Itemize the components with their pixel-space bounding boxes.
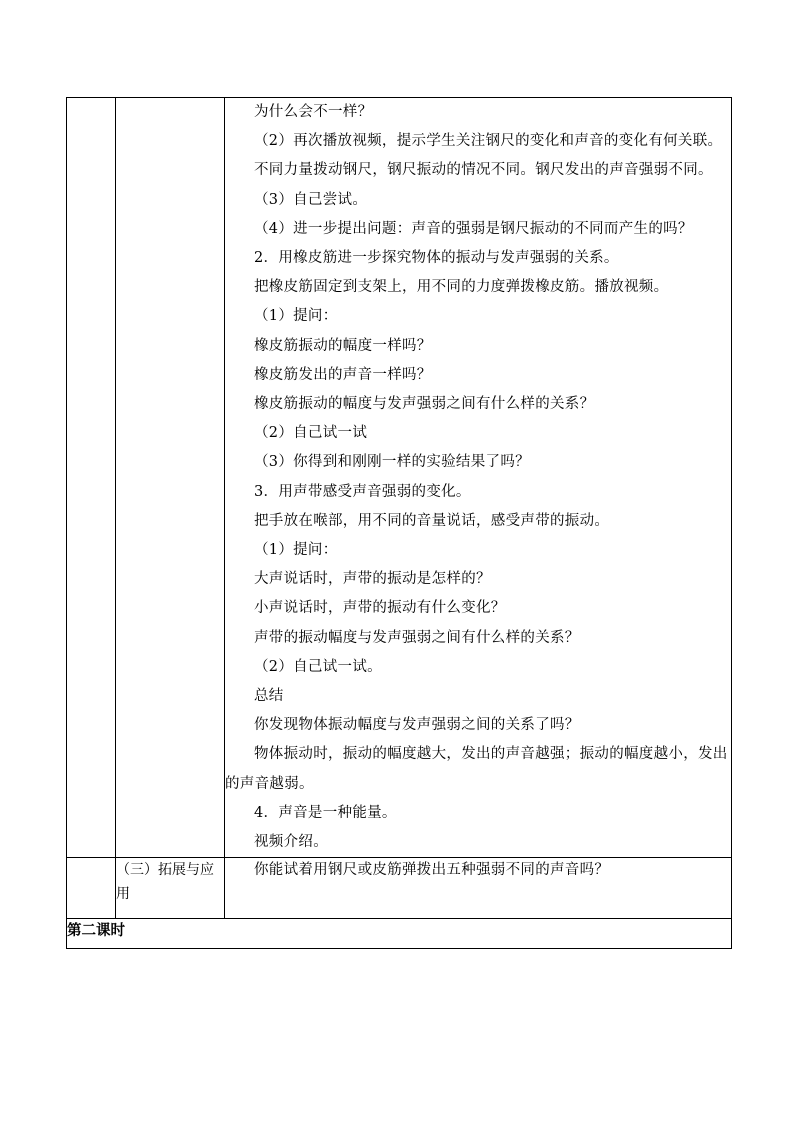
paragraph: 把手放在喉部，用不同的音量说话，感受声带的振动。 [254, 512, 610, 529]
empty-cell [67, 98, 116, 858]
paragraph: （2）自己试一试。 [254, 658, 382, 675]
paragraph: 大声说话时，声带的振动是怎样的？ [254, 571, 491, 588]
paragraph: （1）提问： [254, 308, 338, 325]
empty-cell [67, 858, 116, 919]
paragraph: 橡皮筋振动的幅度与发声强弱之间有什么样的关系？ [254, 396, 595, 413]
paragraph: （4）进一步提出问题：声音的强弱是钢尺振动的不同而产生的吗？ [254, 220, 693, 237]
extension-row [67, 858, 732, 919]
empty-cell [116, 98, 225, 858]
paragraph: 为什么会不一样？ [254, 104, 373, 120]
activity-row [67, 98, 732, 858]
paragraph: 4．声音是一种能量。 [254, 804, 397, 821]
paragraph: 橡皮筋振动的幅度一样吗？ [254, 337, 432, 354]
activity-content [225, 98, 732, 858]
section-row [67, 919, 732, 949]
paragraph: 橡皮筋发出的声音一样吗？ [254, 366, 432, 383]
paragraph: 把橡皮筋固定到支架上，用不同的力度弹拨橡皮筋。播放视频。 [254, 279, 669, 296]
paragraph: 2．用橡皮筋进一步探究物体的振动与发声强弱的关系。 [254, 250, 619, 267]
extension-question: 你能试着用钢尺或皮筋弹拨出五种强弱不同的声音吗？ [225, 858, 732, 919]
paragraph: 总结 [254, 688, 284, 705]
paragraph: 视频介绍。 [254, 834, 328, 851]
paragraph: 小声说话时，声带的振动有什么变化？ [254, 600, 506, 617]
stage-label: （三）拓展与应用 [116, 858, 225, 919]
paragraph: （1）提问： [254, 542, 338, 559]
lesson-plan-table [66, 97, 732, 949]
paragraph: （2）再次播放视频，提示学生关注钢尺的变化和声音的变化有何关联。 [254, 133, 723, 150]
paragraph: 你发现物体振动幅度与发声强弱之间的关系了吗？ [254, 717, 580, 734]
paragraph: （2）自己试一试 [254, 425, 368, 442]
paragraph: （3）自己尝试。 [254, 191, 368, 208]
paragraph: （3）你得到和刚刚一样的实验结果了吗？ [254, 454, 530, 471]
paragraph: 物体振动时，振动的幅度越大，发出的声音越强；振动的幅度越小，发出的声音越弱。 [225, 746, 728, 792]
paragraph: 声带的振动幅度与发声强弱之间有什么样的关系？ [254, 629, 580, 646]
section-title: 第二课时 [67, 919, 732, 949]
paragraph: 不同力量拨动钢尺，钢尺振动的情况不同。钢尺发出的声音强弱不同。 [254, 162, 713, 179]
paragraph: 3．用声带感受声音强弱的变化。 [254, 483, 471, 500]
